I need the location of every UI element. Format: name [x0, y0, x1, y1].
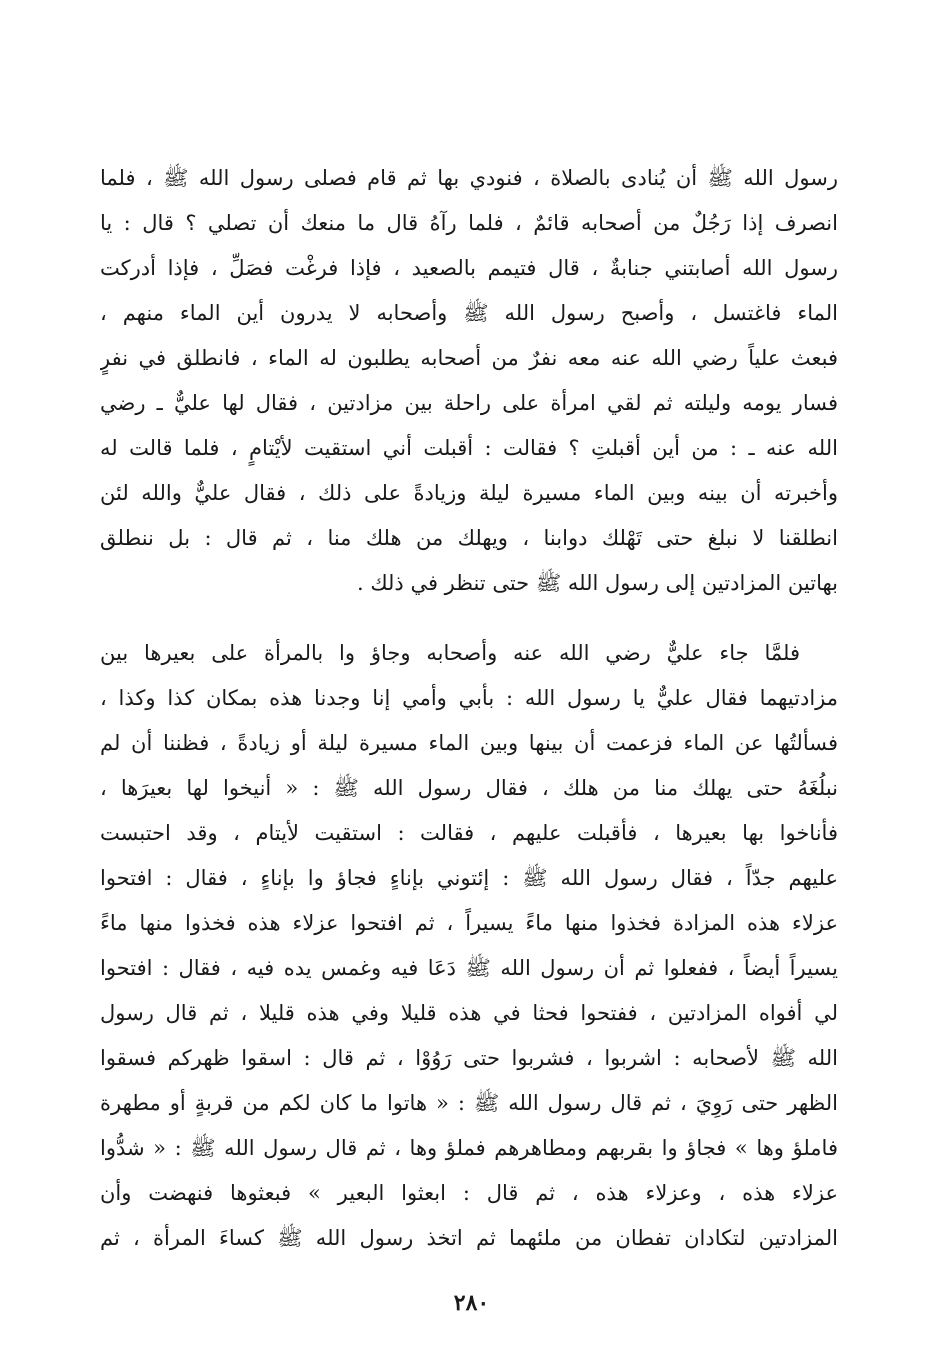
text-line: انصرف إذا رَجُلٌ من أصحابه قائمٌ ، فلما رآهُ قال ما منعك أن تصلي ؟ قال : يا	[100, 211, 838, 235]
paragraph-1	[100, 156, 838, 606]
paragraph-2	[100, 631, 838, 1261]
text-line: الله عنه ـ : من أين أقبلتِ ؟ فقالت : أقبلت أني استقيت لأيْتامٍ ، فلما قالت له	[100, 436, 838, 460]
text-line: فلمَّا جاء عليٌّ رضي الله عنه وأصحابه وجاؤ وا بالمرأة على بعيرها بين	[100, 641, 800, 665]
text-line: فسألتُها عن الماء فزعمت أن بينها وبين الماء مسيرة ليلة أو زيادةً ، فظننا أن لم	[100, 731, 838, 755]
text-line: الماء فاغتسل ، وأصبح رسول الله ﷺ وأصحابه لا يدرون أين الماء منهم ،	[100, 301, 838, 325]
text-line: فأناخوا بها بعيرها ، فأقبلت عليهم ، فقالت : استقيت لأيتام ، وقد احتبست	[100, 821, 838, 845]
text-line: رسول الله أصابتني جنابةٌ ، قال فتيمم بالصعيد ، فإذا فرغْت فصَلِّ ، فإذا أدركت	[100, 256, 838, 280]
text-line: وأخبرته أن بينه وبين الماء مسيرة ليلة وزيادةً على ذلك ، فقال عليٌّ والله لئن	[100, 481, 838, 505]
text-line: انطلقنا لا نبلغ حتى تَهْلك دوابنا ، ويهلك من هلك منا ، ثم قال : بل ننطلق	[100, 526, 838, 550]
text-line: مزادتيهما فقال عليٌّ يا رسول الله : بأبي وأمي إنا وجدنا هذه بمكان كذا وكذا ،	[100, 686, 838, 710]
text-line: فبعث علياً رضي الله عنه معه نفرٌ من أصحابه يطلبون له الماء ، فانطلق في نفرٍ	[100, 346, 838, 370]
text-line: عليهم جدّاً ، فقال رسول الله ﷺ : إئتوني بإناءٍ فجاؤ وا بإناءٍ ، فقال : افتحوا	[100, 866, 838, 890]
text-line: نبلُغَهُ حتى يهلك منا من هلك ، فقال رسول الله ﷺ : « أنيخوا لها بعيرَها ،	[100, 776, 838, 800]
text-line: عزلاء هذه ، وعزلاء هذه ، ثم قال : ابعثوا البعير » فبعثوها فنهضت وأن	[100, 1181, 838, 1205]
text-line: يسيراً أيضاً ، ففعلوا ثم أن رسول الله ﷺ دَعَا فيه وغمس يده فيه ، فقال : افتحوا	[100, 956, 838, 980]
text-line: بهاتين المزادتين إلى رسول الله ﷺ حتى تنظر في ذلك .	[356, 571, 838, 595]
text-line: الله ﷺ لأصحابه : اشربوا ، فشربوا حتى رَوُوْا ، ثم قال : اسقوا ظهركم فسقوا	[100, 1046, 838, 1070]
text-line: فسار يومه وليلته ثم لقي امرأة على راحلة بين مزادتين ، فقال لها عليٌّ ـ رضي	[100, 391, 838, 415]
text-line: رسول الله ﷺ أن يُنادى بالصلاة ، فنودي بها ثم قام فصلى رسول الله ﷺ ، فلما	[100, 166, 838, 190]
text-line: عزلاء هذه المزادة فخذوا منها ماءً يسيراً ، ثم افتحوا عزلاء هذه فخذوا منها ماءً	[100, 911, 838, 935]
page-number: ٢٨٠	[453, 1290, 490, 1316]
text-line: لي أفواه المزادتين ، ففتحوا فحثا في هذه قليلا وفي هذه قليلا ، ثم قال رسول	[100, 1001, 838, 1025]
text-line: الظهر حتى رَوِيَ ، ثم قال رسول الله ﷺ : « هاتوا ما كان لكم من قربةٍ أو مطهرة	[100, 1091, 838, 1115]
text-line: فاملؤ وها » فجاؤ وا بقربهم ومطاهرهم فملؤ وها ، ثم قال رسول الله ﷺ : « شدُّوا	[100, 1136, 838, 1160]
text-line: المزادتين لتكادان تفطان من ملئهما ثم اتخذ رسول الله ﷺ كساءَ المرأة ، ثم	[100, 1226, 838, 1250]
